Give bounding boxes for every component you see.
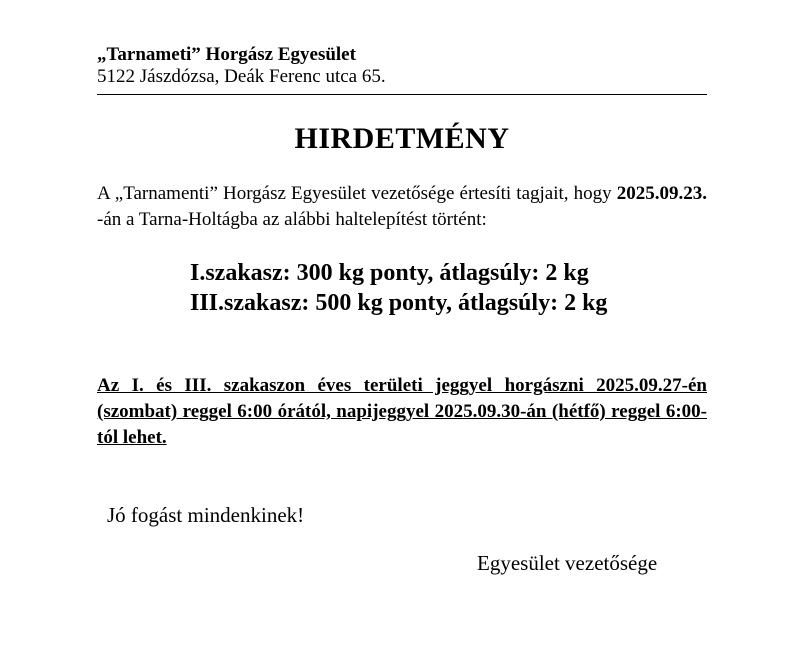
signature: Egyesület vezetősége (477, 551, 658, 575)
section-line-1: I.szakasz: 300 kg ponty, átlagsúly: 2 kg (190, 260, 589, 286)
fishing-notice: Az I. és III. szakaszon éves területi jeggyel horgászni 2025.09.27-én (szombat) reggel 6:00 órától, napijeggyel 2025.09.30-án (hétfő) reggel 6:00-tól lehet. (97, 375, 707, 448)
organization-name: „Tarnameti” Horgász Egyesület (97, 44, 356, 65)
intro-text-before: A „Tarnamenti” Horgász Egyesület vezetősége értesíti tagjait, hogy (97, 183, 617, 204)
intro-text-after: -án a Tarna-Holtágba az alábbi haltelepítést történt: (97, 209, 487, 230)
organization-address: 5122 Jászdózsa, Deák Ferenc utca 65. (97, 66, 386, 87)
header-divider (97, 94, 707, 95)
letterhead (97, 44, 707, 88)
intro-paragraph (97, 181, 707, 233)
document-title: HIRDETMÉNY (294, 122, 510, 155)
stocking-sections (190, 258, 710, 318)
closing-greeting: Jó fogást mindenkinek! (107, 503, 305, 527)
section-line-2: III.szakasz: 500 kg ponty, átlagsúly: 2 kg (190, 290, 608, 316)
stocking-date: 2025.09.23. (616, 183, 707, 204)
